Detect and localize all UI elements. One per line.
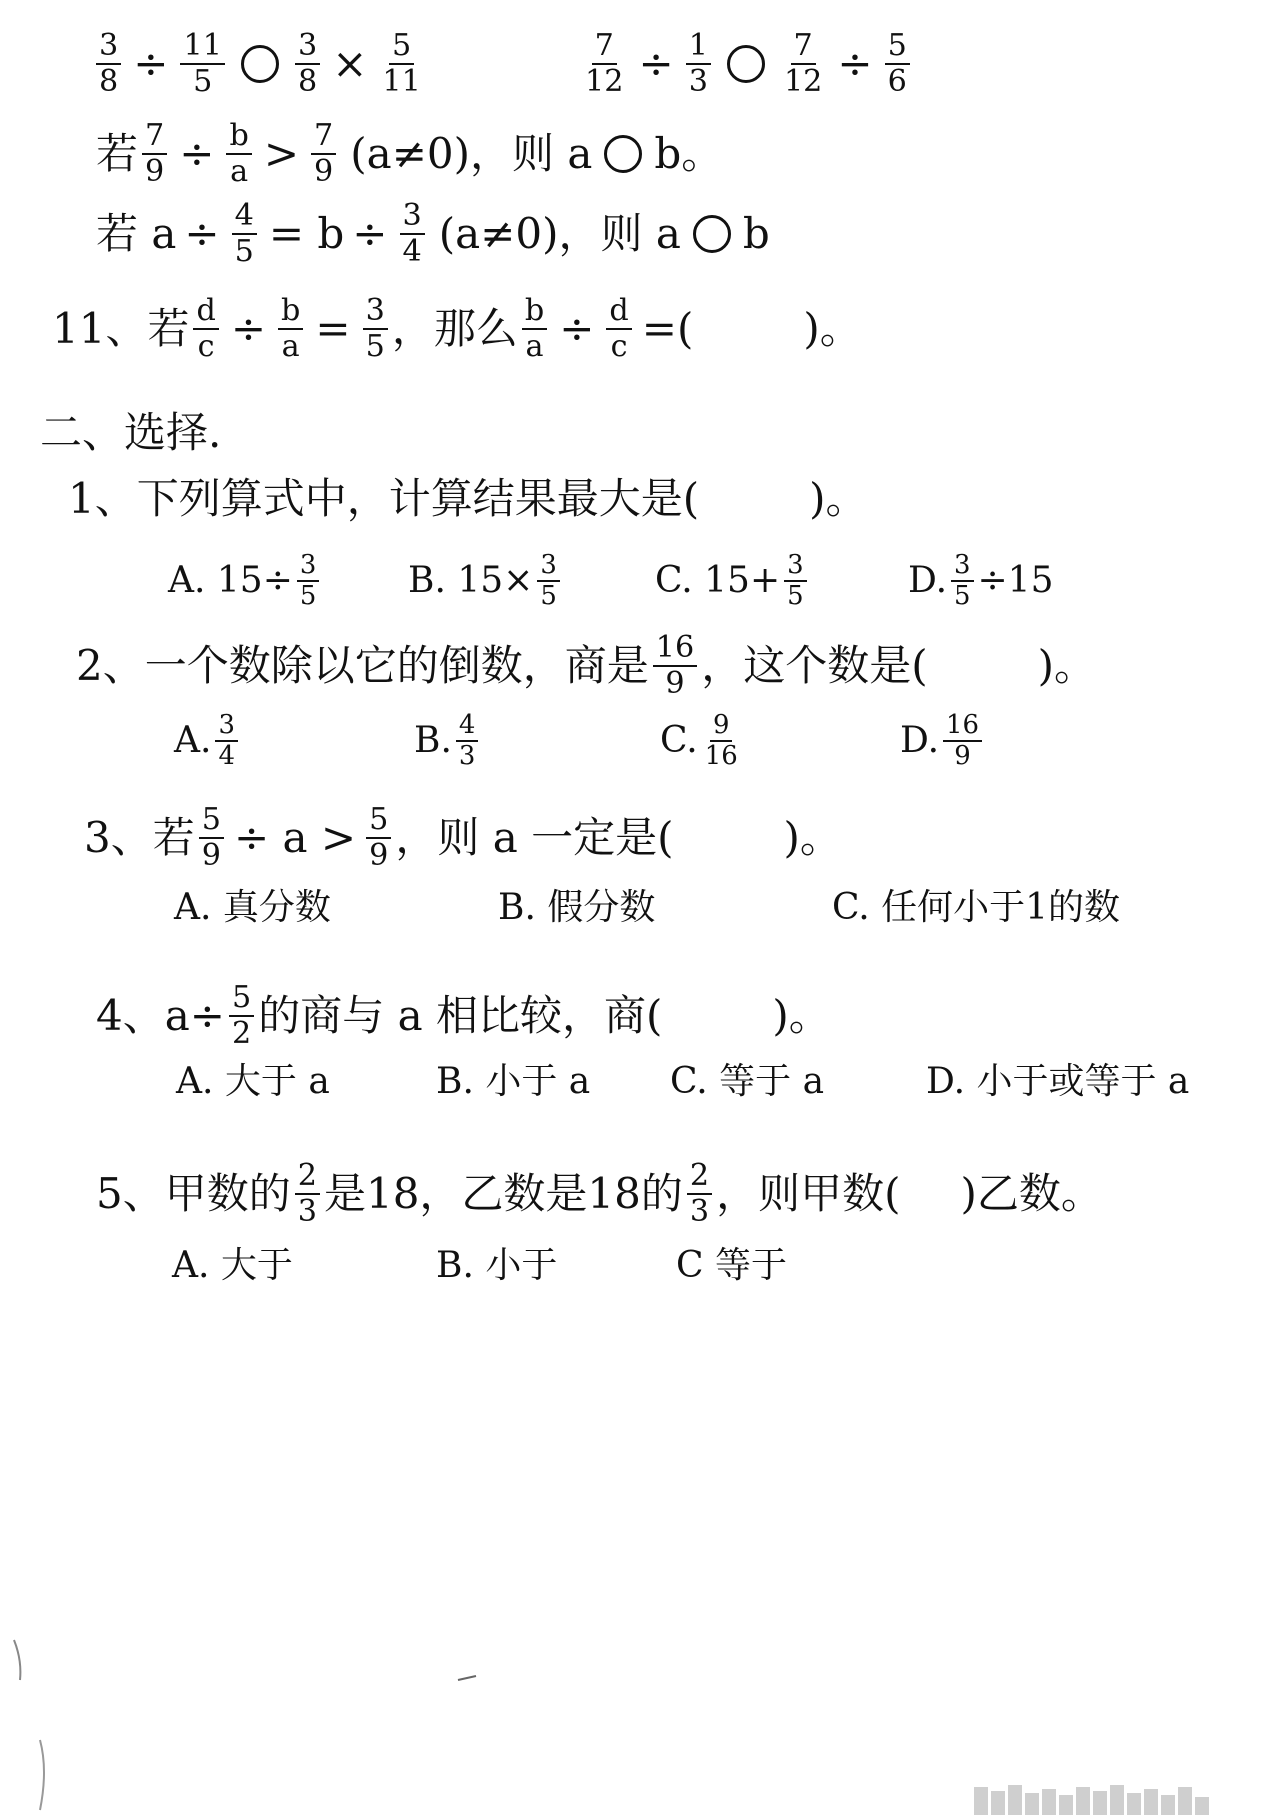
fraction: $\frac{b}{a}$ (278, 295, 303, 362)
fraction: $\frac{b}{a}$ (226, 120, 251, 187)
question-4-stem: 4、a÷ $\frac{5}{2}$ 的商与 a 相比较，商( )。 (96, 980, 831, 1051)
compare-circle (604, 135, 642, 173)
compare-circle (727, 45, 765, 83)
fraction: $\frac{3}{8}$ (295, 30, 320, 97)
question-5-option-b: B. 小于 (436, 1245, 558, 1286)
question-2-option-d: D. $\frac{16}{9}$ (900, 712, 986, 770)
fraction: $\frac{5}{11}$ (382, 28, 421, 99)
question-4-option-c: C. 等于 a (670, 1061, 825, 1102)
question-2-option-c: C. $\frac{9}{16}$ (660, 712, 745, 770)
question-5-stem: 5、甲数的 $\frac{2}{3}$ 是18，乙数是18的 $\frac{2}{3}$ ，则甲数( )乙数。 (96, 1158, 1103, 1229)
fraction: $\frac{5}{2}$ (229, 982, 254, 1049)
question-1-option-a: A. 15÷ $\frac{3}{5}$ (168, 552, 323, 610)
fraction: $\frac{11}{5}$ (180, 30, 224, 97)
compare-row-2: 若 $\frac{7}{9}$ ÷ $\frac{b}{a}$ > $\frac{7}{9}$ (a≠0) ，则 a b。 (96, 118, 724, 189)
question-2-option-a: A. $\frac{3}{4}$ (174, 712, 242, 770)
fraction: $\frac{3}{5}$ (297, 552, 319, 610)
question-4-option-d: D. 小于或等于 a (926, 1061, 1190, 1102)
fraction: $\frac{7}{9}$ (142, 120, 167, 187)
question-2-option-b: B. $\frac{4}{3}$ (414, 712, 482, 770)
section-title: 二、选择. (40, 408, 222, 457)
fraction: $\frac{7}{12}$ (585, 28, 624, 99)
fraction: $\frac{d}{c}$ (193, 295, 218, 362)
fraction: $\frac{b}{a}$ (522, 295, 547, 362)
question-4-option-a: A. 大于 a (176, 1061, 330, 1102)
fraction: $\frac{3}{4}$ (215, 712, 237, 770)
question-3-stem: 3、若 $\frac{5}{9}$ ÷ a > $\frac{5}{9}$ ，则 a 一定是( )。 (84, 802, 842, 873)
fraction: $\frac{5}{9}$ (366, 804, 391, 871)
question-5-option-a: A. 大于 (172, 1245, 293, 1286)
fraction: $\frac{4}{5}$ (232, 200, 257, 267)
fraction: $\frac{3}{5}$ (537, 552, 559, 610)
question-1-option-d: D. $\frac{3}{5}$ ÷15 (908, 550, 1054, 612)
fraction: $\frac{3}{5}$ (363, 295, 388, 362)
fraction: $\frac{d}{c}$ (606, 295, 631, 362)
pen-mark (0, 1620, 60, 1819)
fraction: $\frac{2}{3}$ (295, 1160, 320, 1227)
fraction: $\frac{2}{3}$ (687, 1160, 712, 1227)
question-1-option-c: C. 15+ $\frac{3}{5}$ (655, 552, 811, 610)
fraction: $\frac{4}{3}$ (456, 712, 478, 770)
compare-row-1-left: $\frac{3}{8}$ ÷ $\frac{11}{5}$ $\frac{3}{8}$ × $\frac{5}{11}$ (92, 30, 428, 97)
fraction: $\frac{16}{9}$ (653, 632, 697, 699)
question-1-option-b: B. 15× $\frac{3}{5}$ (408, 552, 564, 610)
question-11: 11、若 $\frac{d}{c}$ ÷ $\frac{b}{a}$ = $\frac{3}{5}$ ，那么 $\frac{b}{a}$ ÷ $\frac{d}{c}$ =( )。 (52, 293, 862, 364)
question-1-stem: 1、下列算式中，计算结果最大是( )。 (68, 474, 868, 523)
fraction: $\frac{9}{16}$ (704, 710, 738, 772)
question-5-option-c: C 等于 (676, 1245, 787, 1286)
question-3-option-c: C. 任何小于1的数 (832, 887, 1121, 928)
fraction: $\frac{16}{9}$ (943, 712, 982, 770)
fraction: $\frac{3}{5}$ (951, 552, 973, 610)
question-4-option-b: B. 小于 a (436, 1061, 591, 1102)
fraction: $\frac{3}{8}$ (96, 30, 121, 97)
pen-mark (456, 1668, 486, 1688)
fraction: $\frac{7}{9}$ (311, 120, 336, 187)
fraction: $\frac{3}{4}$ (400, 200, 425, 267)
fraction: $\frac{1}{3}$ (686, 30, 711, 97)
fraction: $\frac{5}{9}$ (199, 804, 224, 871)
compare-row-1-right: $\frac{7}{12}$ ÷ $\frac{1}{3}$ $\frac{7}{12}$ ÷ $\frac{5}{6}$ (578, 30, 914, 97)
question-2-stem: 2、一个数除以它的倒数，商是 $\frac{16}{9}$ ，这个数是( )。 (76, 630, 1096, 701)
fraction: $\frac{3}{5}$ (784, 552, 806, 610)
question-3-option-a: A. 真分数 (174, 887, 331, 928)
question-3-option-b: B. 假分数 (498, 887, 656, 928)
fraction: $\frac{5}{6}$ (885, 30, 910, 97)
watermark (974, 1781, 1274, 1815)
compare-row-3: 若 a ÷ $\frac{4}{5}$ = b ÷ $\frac{3}{4}$ (a≠0) ，则 a b (96, 198, 770, 269)
fraction: $\frac{7}{12}$ (783, 28, 823, 99)
compare-circle (693, 215, 731, 253)
compare-circle (241, 45, 279, 83)
